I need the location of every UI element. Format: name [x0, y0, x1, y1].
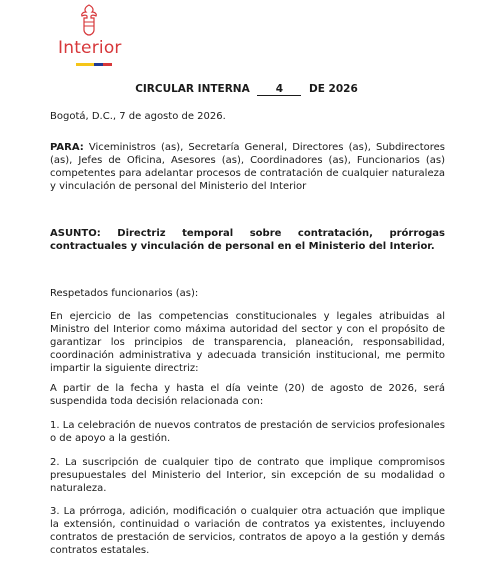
intro-paragraph: En ejercicio de las competencias constitucionales y legales atribuidas al Ministro del Interior como máxima autoridad del sector y con el propósito de garantizar los principios de transparencia, planeación, responsabilidad, coordinación administrativa y adecuada transición institucional, me permito impartir la siguiente directriz:	[50, 311, 445, 374]
coat-of-arms-icon	[79, 4, 99, 36]
list-item: 3. La prórroga, adición, modificación o cualquier otra actuación que implique la extensión, continuidad o variación de contratos ya existentes, incluyendo contratos de prestación de servicios, contratos de apoyo a la gestión y demás contratos estatales.	[50, 506, 445, 556]
recipients-paragraph	[50, 141, 445, 193]
recipients-label: PARA:	[50, 142, 84, 153]
subject-paragraph	[50, 227, 445, 253]
list-item: 2. La suscripción de cualquier tipo de contrato que implique compromisos presupuestales del Ministerio del Interior, sin excepción de su modalidad o naturaleza.	[50, 457, 445, 494]
recipients-text: Viceministros (as), Secretaría General, Directores (as), Subdirectores (as), Jefes de Oficina, Asesores (as), Coordinadores (as), Funcionarios (as) competentes para adelantar procesos de contratación de cualquier naturaleza y vinculación de personal del Ministerio del Interior	[50, 142, 445, 192]
title-prefix: CIRCULAR INTERNA	[135, 83, 250, 95]
ministry-logo	[56, 4, 136, 68]
date-line: Bogotá, D.C., 7 de agosto de 2026.	[50, 111, 226, 122]
subject-label: ASUNTO:	[50, 228, 101, 239]
logo-text: Interior	[58, 38, 122, 58]
title-suffix: DE 2026	[309, 83, 358, 95]
list-item: 1. La celebración de nuevos contratos de prestación de servicios profesionales o de apoyo a la gestión.	[50, 420, 445, 444]
subject-text: Directriz temporal sobre contratación, prórrogas contractuales y vinculación de personal en el Ministerio del Interior.	[50, 228, 445, 252]
circular-number: 4	[257, 84, 301, 96]
greeting: Respetados funcionarios (as):	[50, 288, 199, 299]
suspension-paragraph: A partir de la fecha y hasta el día veinte (20) de agosto de 2026, será suspendida toda decisión relacionada con:	[50, 383, 445, 407]
document-title	[0, 83, 493, 96]
flag-stripe	[76, 63, 112, 66]
